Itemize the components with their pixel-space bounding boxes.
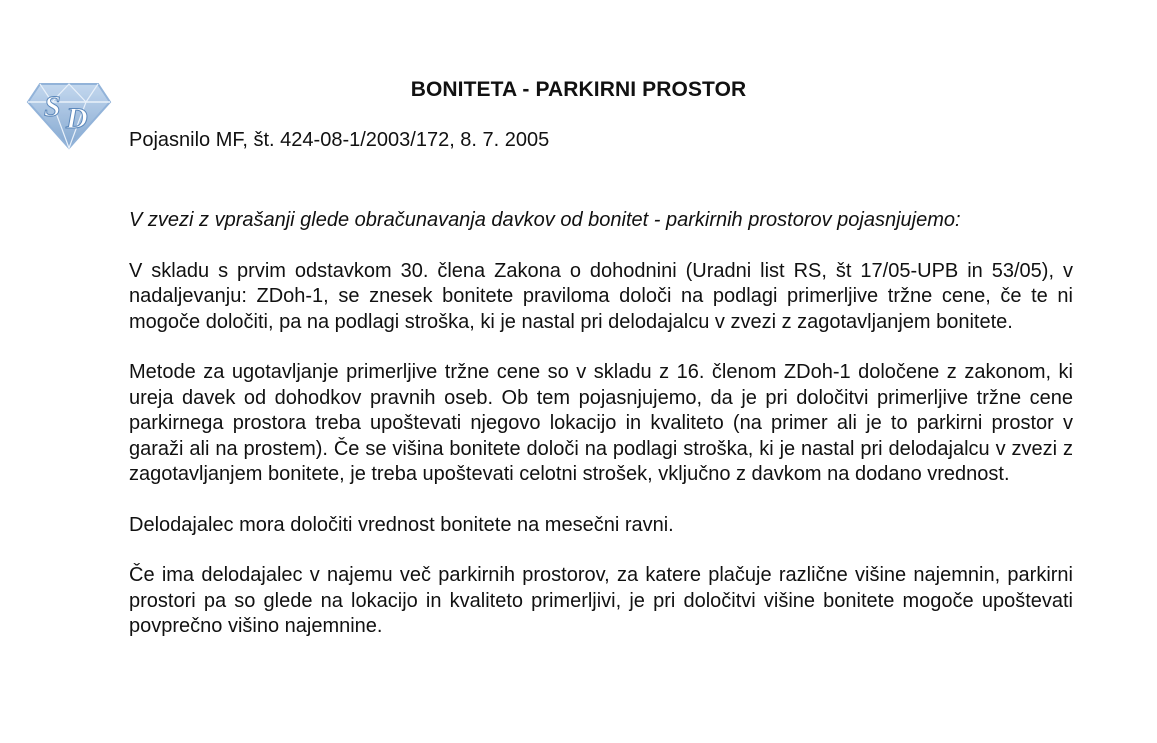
document-reference: Pojasnilo MF, št. 424-08-1/2003/172, 8. 7. 2005	[129, 129, 550, 151]
body-paragraph: V skladu s prvim odstavkom 30. člena Zakona o dohodnini (Uradni list RS, št 17/05-UPB in 53/05), v nadaljevanju: ZDoh-1, se znesek bonitete praviloma določi na podlagi primerljive tržne cene, če te ni mogoče določiti, pa na podlagi stroška, ki je nastal pri delodajalcu v zvezi z zagotavljanjem bonitete.	[129, 259, 1073, 333]
body-paragraph: Metode za ugotavljanje primerljive tržne cene so v skladu z 16. členom ZDoh-1 določene z zakonom, ki ureja davek od dohodkov pravnih oseb. Ob tem pojasnjujemo, da je pri določitvi primerljive tržne cene parkirnega prostora treba upoštevati njegovo lokacijo in kvaliteto (na primer ali je to parkirni prostor v garaži ali na prostem). Če se višina bonitete določi na podlagi stroška, ki je nastal pri delodajalcu v zvezi z zagotavljanjem bonitete, je treba upoštevati celotni strošek, vključno z davkom na dodano vrednost.	[129, 361, 1073, 485]
document-body	[129, 208, 1073, 665]
intro-paragraph: V zvezi z vprašanji glede obračunavanja davkov od bonitet - parkirnih prostorov pojasnjujemo:	[129, 209, 961, 231]
document-title: BONITETA - PARKIRNI PROSTOR	[410, 78, 747, 101]
svg-text:S: S	[44, 90, 61, 123]
svg-text:D: D	[66, 102, 88, 135]
body-paragraph: Delodajalec mora določiti vrednost bonitete na mesečni ravni.	[129, 513, 674, 536]
body-paragraph: Če ima delodajalec v najemu več parkirnih prostorov, za katere plačuje različne višine najemnin, parkirni prostori pa so glede na lokacijo in kvaliteto primerljivi, je pri določitvi višine bonitete mogoče upoštevati povprečno višino najemnine.	[129, 564, 1073, 637]
